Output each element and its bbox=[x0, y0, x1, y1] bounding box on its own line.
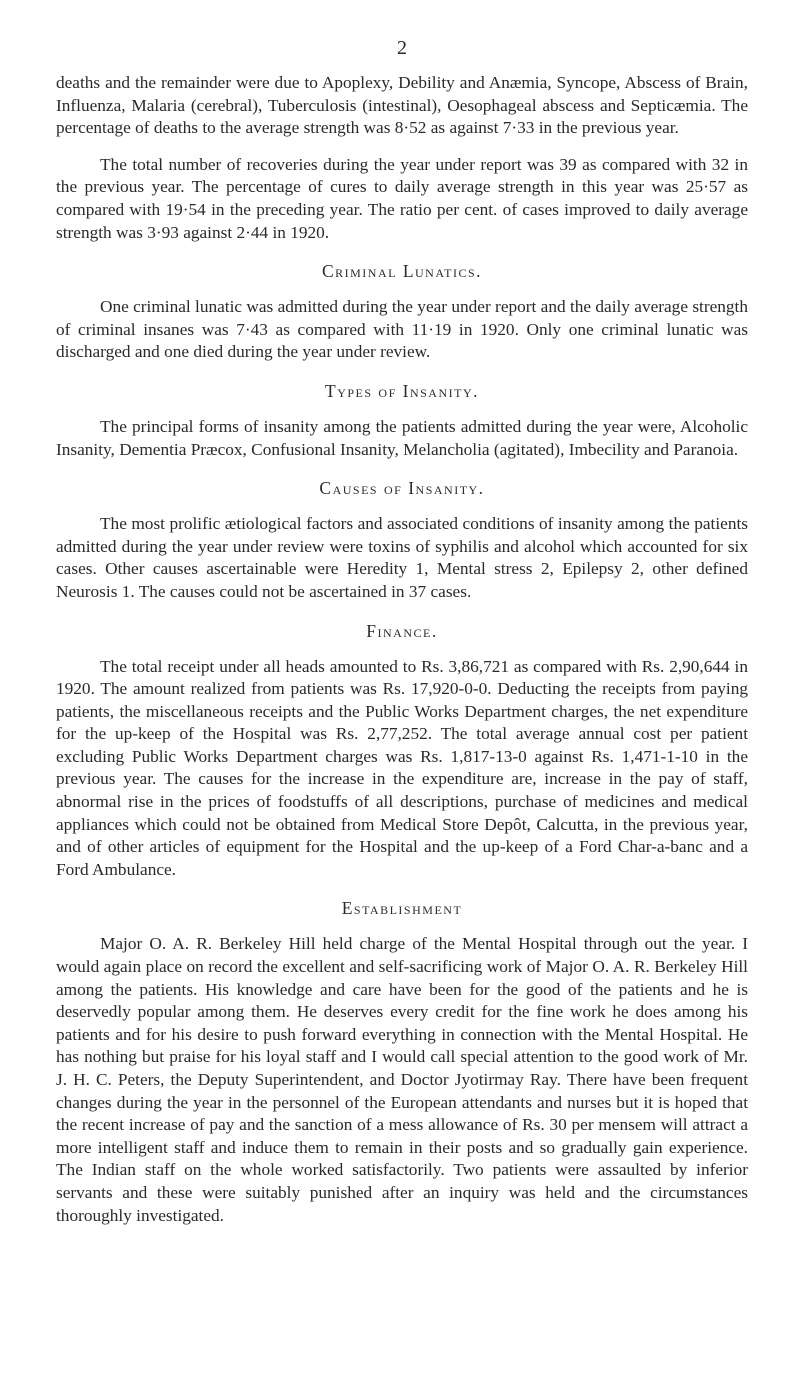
paragraph-causes-of-insanity: The most prolific ætiological factors and associated conditions of insanity among the patients admitted during the year under review were toxins of syphilis and alcohol which accounted for six cases. Other causes ascertainable were Heredity 1, Mental stress 2, Epilepsy 2, other defined Neurosis 1. The causes could not be ascertained in 37 cases. bbox=[56, 514, 748, 601]
intro-paragraph-deaths: deaths and the remainder were due to Apoplexy, Debility and Anæmia, Syncope, Abscess of Brain, Influenza, Malaria (cerebral), Tuberculosis (intestinal), Oesophageal abscess and Septicæmia. The percentage of deaths to the average strength was 8·52 as against 7·33 in the previous year. bbox=[56, 73, 748, 138]
page-number: 2 bbox=[397, 37, 407, 59]
paragraph-criminal-lunatics: One criminal lunatic was admitted during the year under report and the daily average strength of criminal insanes was 7·43 as compared with 11·19 in 1920. Only one criminal lunatic was discharged and one died during the year under review. bbox=[56, 297, 748, 362]
paragraph-establishment: Major O. A. R. Berkeley Hill held charge of the Mental Hospital through out the year. I would again place on record the excellent and self-sacrificing work of Major O. A. R. Berkeley Hill among the patients. His knowledge and care have been for the good of the patients and he is deservedly popular among them. He deserves every credit for the fine work he does among his patients and for his desire to push forward everything in connection with the Mental Hospital. He has nothing but praise for his loyal staff and I would call special attention to the good work of Mr. J. H. C. Peters, the Deputy Superintendent, and Doctor Jyotirmay Ray. There have been frequent changes during the year in the personnel of the European attendants and nurses but it is hoped that the recent increase of pay and the sanction of a mess allowance of Rs. 30 per mensem will attract a more intelligent staff and induce them to remain in their posts and so gradually gain experience. The Indian staff on the whole worked satisfactorily. Two patients were assaulted by inferior servants and these were suitably punished after an inquiry was held and the circumstances thoroughly investigated. bbox=[56, 934, 748, 1225]
paragraph-spacer bbox=[56, 140, 748, 154]
paragraph-types-of-insanity: The principal forms of insanity among the patients admitted during the year were, Alcoholic Insanity, Dementia Præcox, Confusional Insanity, Melancholia (agitated), Imbecility and Paranoia. bbox=[56, 416, 748, 459]
intro-paragraph-recoveries: The total number of recoveries during the year under report was 39 as compared with 32 in the previous year. The percentage of cures to daily average strength in this year was 25·57 as compared with 19·54 in the preceding year. The ratio per cent. of cases improved to daily average strength was 3·93 against 2·44 in 1920. bbox=[56, 154, 748, 242]
heading-causes-of-insanity: Causes of Insanity. bbox=[319, 478, 485, 499]
heading-criminal-lunatics: Criminal Lunatics. bbox=[321, 261, 483, 282]
heading-establishment: Establishment bbox=[341, 898, 463, 919]
heading-types-of-insanity: Types of Insanity. bbox=[325, 380, 479, 401]
heading-finance: Finance. bbox=[366, 620, 438, 641]
paragraph-finance: The total receipt under all heads amounted to Rs. 3,86,721 as compared with Rs. 2,90,644 in 1920. The amount realized from patients was Rs. 17,920-0-0. Deducting the receipts from paying patients, the miscellaneous receipts and the Public Works Department charges, the net expenditure for the up-keep of the Hospital was Rs. 2,77,252. The total average annual cost per patient excluding Public Works Department charges was Rs. 1,817-13-0 against Rs. 1,471-1-10 in the previous year. The causes for the increase in the expenditure are, increase in the pay of staff, abnormal rise in the prices of foodstuffs of all descriptions, purchase of medicines and medical appliances which could not be obtained from Medical Store Depôt, Calcutta, in the previous year, and of other articles of equipment for the Hospital and the up-keep of a Ford Char-a-banc and a Ford Ambulance. bbox=[56, 656, 748, 879]
